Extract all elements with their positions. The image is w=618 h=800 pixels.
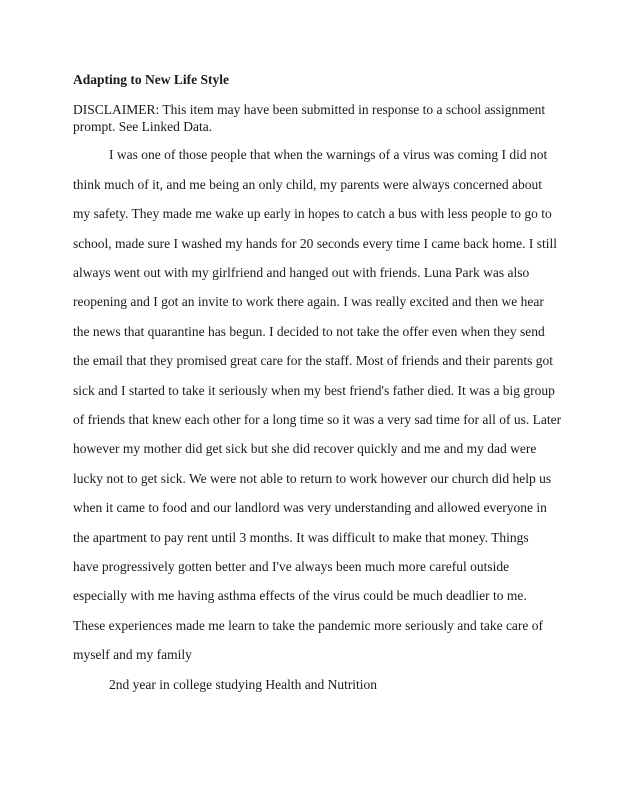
body-line: I was one of those people that when the warnings of a virus was coming I did not [109, 147, 548, 162]
body-line: These experiences made me learn to take the pandemic more seriously and take care of [73, 618, 544, 633]
body-line: my safety. They made me wake up early in hopes to catch a bus with less people to go to [73, 206, 552, 221]
body-line: always went out with my girlfriend and hanged out with friends. Luna Park was also [73, 265, 530, 280]
body-line: school, made sure I washed my hands for 20 seconds every time I came back home. I still [73, 236, 557, 251]
disclaimer [73, 101, 553, 135]
author-note: 2nd year in college studying Health and Nutrition [109, 677, 378, 692]
body-line: when it came to food and our landlord was very understanding and allowed everyone in [73, 500, 547, 515]
body-line: the news that quarantine has begun. I decided to not take the offer even when they send [73, 324, 545, 339]
body-line: especially with me having asthma effects of the virus could be much deadlier to me. [73, 588, 527, 603]
document-title: Adapting to New Life Style [73, 72, 229, 87]
disclaimer-line: prompt. See Linked Data. [73, 119, 213, 134]
body-line: of friends that knew each other for a long time so it was a very sad time for all of us. Later [73, 412, 562, 427]
body-line: the apartment to pay rent until 3 months. It was difficult to make that money. Things [73, 530, 529, 545]
body-line: reopening and I got an invite to work there again. I was really excited and then we hear [73, 294, 544, 309]
body-line: the email that they promised great care for the staff. Most of friends and their parents got [73, 353, 553, 368]
disclaimer-line: DISCLAIMER: This item may have been submitted in response to a school assignment [73, 102, 546, 117]
body-line: have progressively gotten better and I've always been much more careful outside [73, 559, 510, 574]
body-line: myself and my family [73, 647, 192, 662]
body-line: think much of it, and me being an only child, my parents were always concerned about [73, 177, 542, 192]
body-line: however my mother did get sick but she did recover quickly and me and my dad were [73, 441, 537, 456]
body-line: lucky not to get sick. We were not able to return to work however our church did help us [73, 471, 552, 486]
body-line: sick and I started to take it seriously when my best friend's father died. It was a big group [73, 383, 555, 398]
